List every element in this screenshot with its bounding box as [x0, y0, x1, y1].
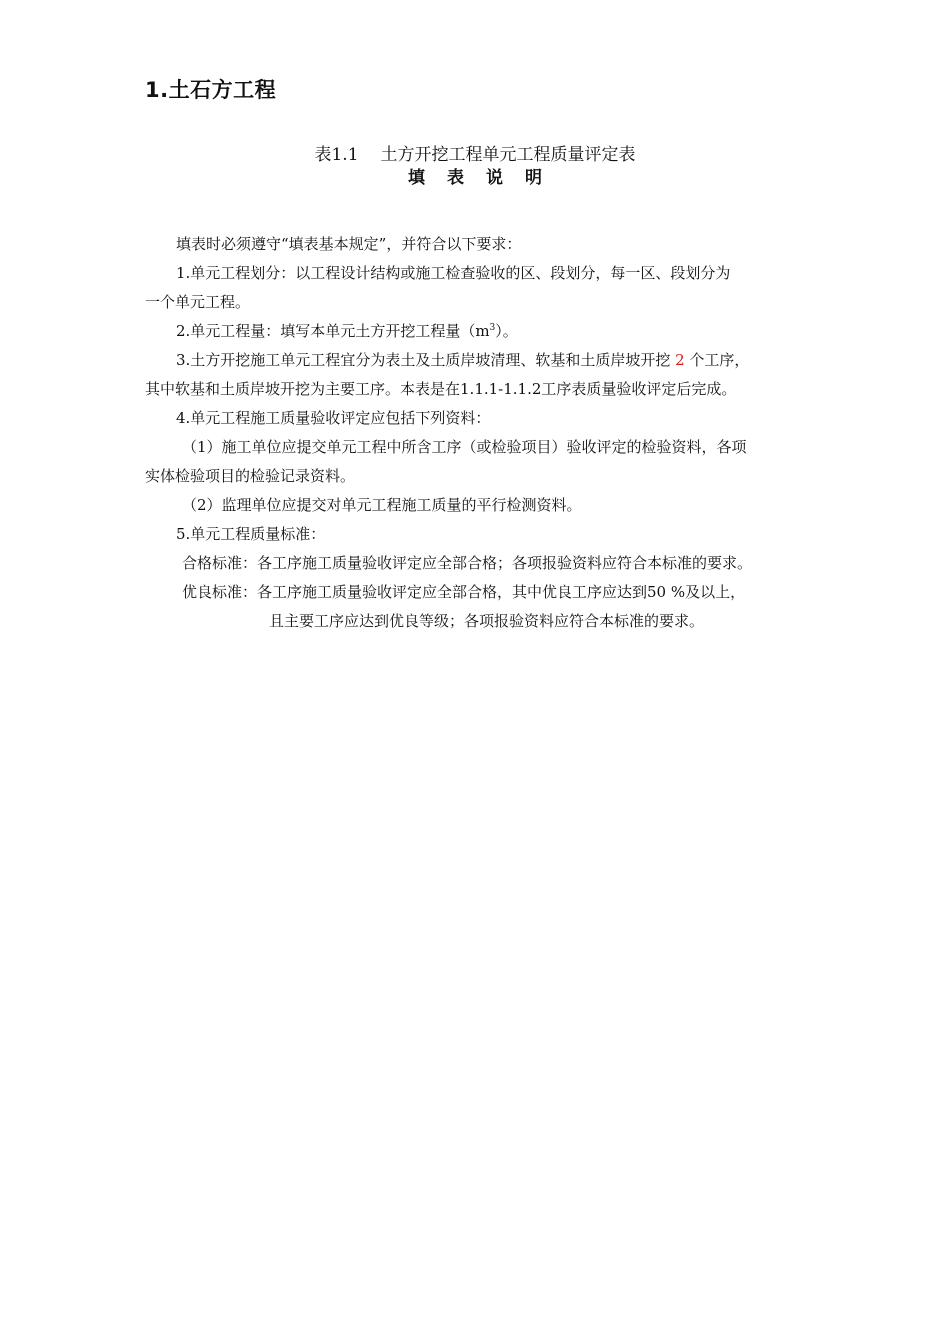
item3-text-end: 个工序， [684, 351, 750, 369]
item4-sub1-line1: （1）施工单位应提交单元工程中所含工序（或检验项目）验收评定的检验资料，各项 [182, 438, 747, 456]
item5-excellent-standard-line1: 优良标准：各工序施工质量验收评定应全部合格，其中优良工序应达到50 %及以上， [182, 583, 746, 601]
item1-line1: 1.单元工程划分：以工程设计结构或施工检查验收的区、段划分，每一区、段划分为 [176, 264, 731, 282]
intro-paragraph: 填表时必须遵守“填表基本规定”，并符合以下要求： [176, 235, 522, 253]
table-number: 表1.1 [314, 145, 359, 165]
item2-superscript: 3 [489, 323, 496, 333]
item2-paragraph [145, 317, 815, 346]
section-heading: 1.土石方工程 [145, 78, 277, 102]
item2-text: 2.单元工程量：填写本单元土方开挖工程量（m [176, 322, 490, 340]
table-title [0, 140, 950, 165]
item4-sub1-line2: 实体检验项目的检验记录资料。 [145, 467, 356, 485]
item5-qualified-standard: 合格标准：各工序施工质量验收评定应全部合格；各项报验资料应符合本标准的要求。 [182, 554, 753, 572]
item5-excellent-standard-line2: 且主要工序应达到优良等级；各项报验资料应符合本标准的要求。 [269, 612, 705, 630]
item1-line2: 一个单元工程。 [145, 293, 251, 311]
item5-line1: 5.单元工程质量标准： [176, 525, 326, 543]
item3-line2: 其中软基和土质岸坡开挖为主要工序。本表是在1.1.1-1.1.2工序表质量验收评定后完成。 [145, 380, 737, 398]
form-instructions-subtitle: 填表说明 [408, 168, 564, 188]
item4-line1: 4.单元工程施工质量验收评定应包括下列资料： [176, 409, 491, 427]
item3-process-count: 2 [675, 351, 685, 369]
table-name: 土方开挖工程单元工程质量评定表 [380, 145, 636, 165]
item3-line1 [145, 346, 815, 375]
item4-sub2: （2）监理单位应提交对单元工程施工质量的平行检测资料。 [182, 496, 582, 514]
instructions-body [145, 230, 815, 636]
item3-text: 3.土方开挖施工单元工程宜分为表土及土质岸坡清理、软基和土质岸坡开挖 [176, 351, 676, 369]
item2-closing: ）。 [495, 322, 518, 340]
